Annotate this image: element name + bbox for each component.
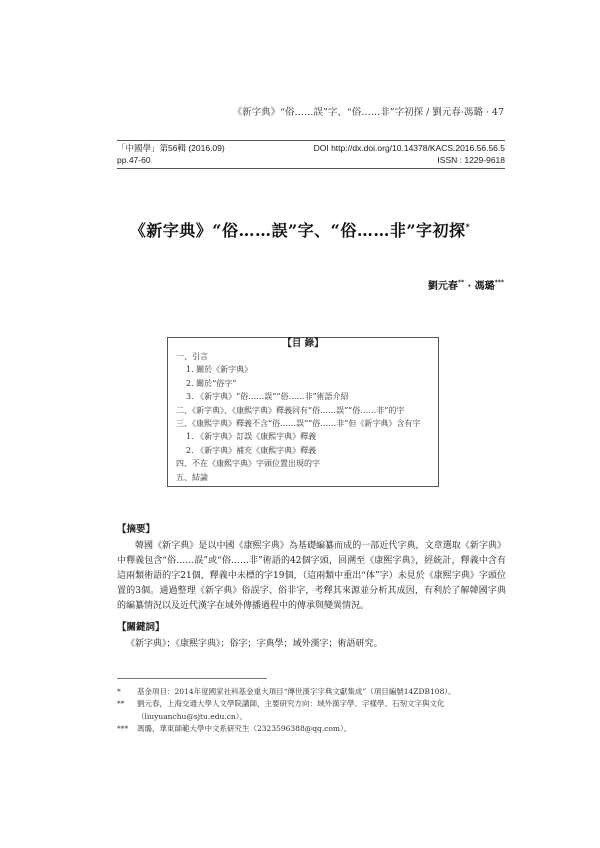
footnotes	[117, 686, 509, 736]
footnote-text: 馮璐，華東師範大學中文系研究生（2323596388@qq.com）。	[137, 724, 352, 734]
journal-issue: 「中國學」第56輯 (2016.09)	[117, 143, 225, 153]
toc-item: 2. 《新字典》補充《康熙字典》釋義	[186, 445, 317, 455]
author-2-mark[interactable]: ***	[494, 279, 504, 287]
footnote	[117, 698, 509, 723]
publication-info	[117, 140, 505, 169]
keywords-heading: 【關鍵詞】	[117, 622, 165, 633]
table-of-contents	[167, 337, 439, 487]
toc-item: 1. 《新字典》訂誤《康熙字典》釋義	[186, 432, 317, 442]
footnote-mark: ***	[117, 724, 129, 734]
author-1-mark[interactable]: **	[457, 279, 465, 287]
paper-title	[0, 218, 600, 241]
running-header: 《新字典》“俗……誤”字、“俗……非”字初探 / 劉元春·馮璐 · 47	[232, 107, 504, 118]
toc-item: 三、《康熙字典》釋義不含“俗……誤”“俗……非”但《新字典》含有字	[176, 419, 421, 429]
footnote	[117, 686, 509, 698]
paper-title-text: 《新字典》“俗……誤”字、“俗……非”字初探	[129, 221, 466, 240]
footnote-mark: *	[117, 687, 121, 696]
title-footnote-mark[interactable]: *	[465, 221, 471, 232]
keywords-body: 《新字典》；《康熙字典》；俗字；字典學；域外漢字；術語研究。	[126, 639, 383, 649]
toc-item: 一、引言	[176, 352, 208, 361]
author-2: 馮璐	[474, 281, 495, 292]
footnote-divider	[117, 678, 267, 679]
author-1: 劉元春	[427, 281, 458, 292]
author-line	[0, 277, 504, 292]
footnote-mark: **	[117, 699, 125, 709]
author-separator: ·	[464, 281, 475, 292]
toc-item: 二、《新字典》、《康熙字典》釋義同有“俗……誤”“俗……非”的字	[176, 405, 405, 415]
footnote	[117, 723, 509, 735]
toc-item: 3. 《新字典》“俗……誤”“俗……非”術語介紹	[186, 392, 349, 402]
toc-item: 五、結論	[176, 472, 208, 482]
page-range: pp.47-60	[117, 154, 151, 165]
abstract-body: 韓國《新字典》是以中國《康熙字典》為基礎編纂而成的一部近代字典，文章選取《新字典》中釋義包含“俗……誤”或“俗……非”術語的42個字頭，回溯至《康熙字典》，經統計，釋義中含有這兩類術語的字21個，釋義中未標的字19個，（這兩類中重出“体”字）未見於《康熙字典》字頭位置的3個。通過整理《新字典》俗誤字、俗非字，考釋其來源並分析其成因，有利於了解韓國字典的編纂情況以及近代漢字在域外傳播過程中的傳承與變異情況。	[117, 541, 506, 611]
toc-item: 2. 關於“俗字”	[186, 378, 237, 388]
toc-list	[176, 350, 420, 484]
toc-item: 四、不在《康熙字典》字頭位置出現的字	[176, 459, 320, 469]
toc-heading: 【目 錄】	[276, 338, 329, 349]
toc-item: 1. 關於《新字典》	[186, 365, 253, 375]
footnote-text: 劉元春，上海交通大學人文學院講師，主要研究方向：域外漢字學、字樣學、石刻文字與文化（liuyuanchu@sjtu.edu.cn）。	[137, 699, 445, 721]
footnote-text: 基金項目：2014年度國家社科基金重大項目“傳世漢字字典文獻集成”（項目編號14ZDB108）。	[137, 687, 456, 696]
abstract-heading: 【摘要】	[117, 524, 156, 535]
issn: ISSN : 1229-9618	[437, 154, 505, 165]
doi-link[interactable]: DOI http://dx.doi.org/10.14378/KACS.2016.56.56.5	[313, 143, 505, 153]
